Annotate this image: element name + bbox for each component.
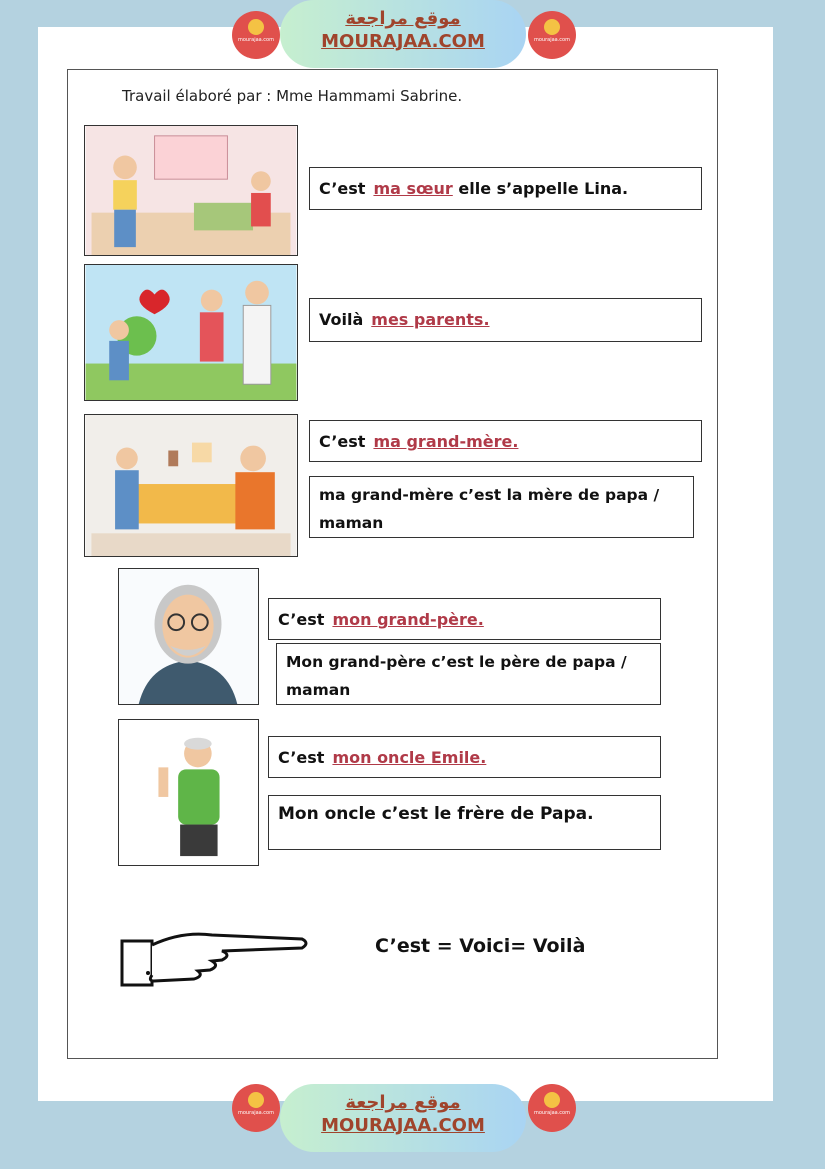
pointing-hand-icon (118, 925, 308, 987)
sentence-rest: elle s’appelle Lina. (452, 179, 629, 198)
header-arabic-title: موقع مراجعة (345, 8, 461, 29)
answer-text: mon grand-père. (332, 610, 484, 629)
header-site-name: MOURAJAA.COM (321, 31, 485, 52)
answer-box-sister (309, 167, 702, 210)
site-logo-right[interactable]: mourajaa.com (528, 11, 576, 59)
footer-arabic-title: موقع مراجعة (345, 1092, 461, 1113)
sentence-box-grandfather: Mon grand-père c’est le père de papa / maman (276, 643, 661, 705)
illustration-grandfather (118, 568, 259, 705)
header-banner[interactable] (280, 0, 526, 68)
answer-text: ma sœur (373, 179, 453, 198)
site-logo-left-footer[interactable]: mourajaa.com (232, 1084, 280, 1132)
answer-box-grandfather (268, 598, 661, 640)
lead-word: C’est (319, 432, 366, 451)
logo-dot-icon (248, 19, 264, 35)
answer-box-grandmother (309, 420, 702, 462)
illustration-sister (84, 125, 298, 256)
answer-text: mon oncle Emile. (332, 748, 487, 767)
illustration-parents (84, 264, 298, 401)
logo-dot-icon (248, 1092, 264, 1108)
answer-box-uncle (268, 736, 661, 778)
site-logo-left[interactable]: mourajaa.com (232, 11, 280, 59)
logo-dot-icon (544, 19, 560, 35)
answer-text: mes parents. (371, 310, 490, 329)
answer-box-parents (309, 298, 702, 342)
equivalence-note: C’est = Voici= Voilà (375, 935, 586, 957)
lead-word: C’est (278, 610, 325, 629)
lead-word: C’est (319, 179, 366, 198)
site-logo-right-footer[interactable]: mourajaa.com (528, 1084, 576, 1132)
sentence-box-grandmother: ma grand-mère c’est la mère de papa / maman (309, 476, 694, 538)
illustration-uncle (118, 719, 259, 866)
illustration-grandmother (84, 414, 298, 557)
sentence-box-uncle: Mon oncle c’est le frère de Papa. (268, 795, 661, 850)
lead-word: C’est (278, 748, 325, 767)
lead-word: Voilà (319, 310, 364, 329)
author-line: Travail élaboré par : Mme Hammami Sabrine. (122, 87, 463, 105)
footer-site-name: MOURAJAA.COM (321, 1115, 485, 1136)
logo-dot-icon (544, 1092, 560, 1108)
footer-banner[interactable] (280, 1084, 526, 1152)
answer-text: ma grand-mère. (373, 432, 519, 451)
